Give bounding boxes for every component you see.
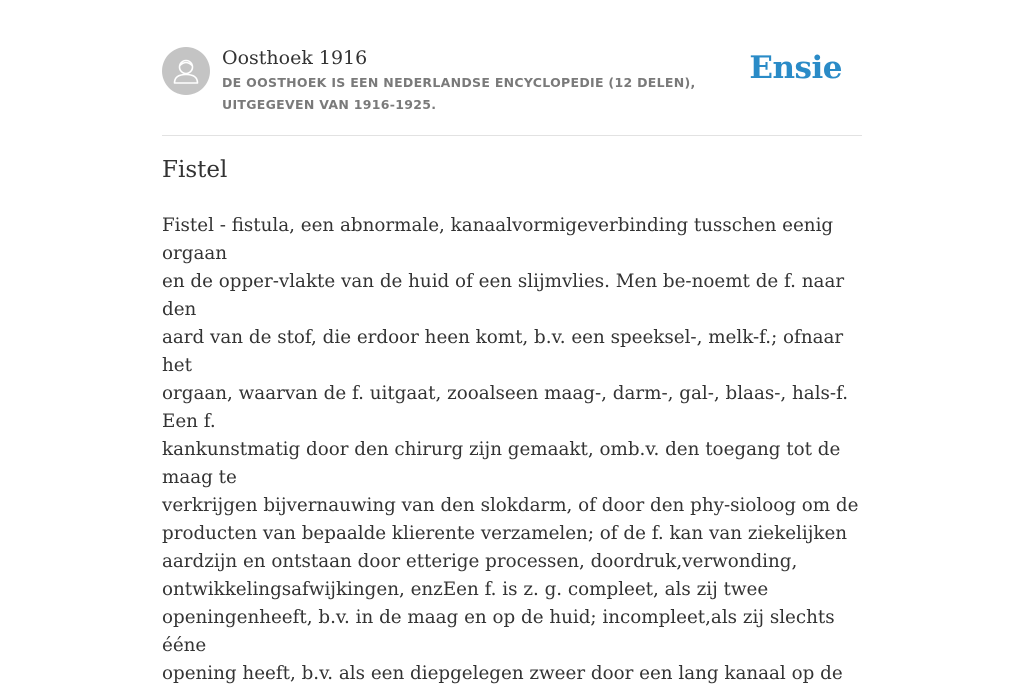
article-body-line: orgaan, waarvan de f. uitgaat, zooalseen maag-, darm-, gal-, blaas-, hals-f. Een f. [162,383,849,432]
article-body-line: opening heeft, b.v. als een diepgelegen zweer door een lang kanaal op de [162,663,843,684]
article-title: Fistel [162,157,228,183]
source-avatar [162,47,210,95]
source-header [162,46,862,136]
article-body-line: ontwikkelingsafwijkingen, enzEen f. is z. g. compleet, als zij twee [162,579,769,600]
user-icon [162,47,210,95]
article-body-line: openingenheeft, b.v. in de maag en op de huid; incompleet,als zij slechts ééne [162,607,835,656]
brand-logo[interactable]: Ensie [749,50,842,86]
article-body-line: producten van bepaalde klierente verzamelen; of de f. kan van ziekelijken [162,523,848,544]
source-description: DE OOSTHOEK IS EEN NEDERLANDSE ENCYCLOPEDIE (12 DELEN), UITGEGEVEN VAN 1916-1925. [222,75,696,112]
article-body-line: aard van de stof, die erdoor heen komt, b.v. een speeksel-, melk-f.; ofnaar het [162,327,844,376]
header-divider [162,135,862,136]
article-body-line: verkrijgen bijvernauwing van den slokdarm, of door den phy-sioloog om de [162,495,859,516]
article-body [162,212,866,688]
article-body-line: en de opper-vlakte van de huid of een slijmvlies. Men be-noemt de f. naar den [162,271,845,320]
article-body-line: kankunstmatig door den chirurg zijn gemaakt, omb.v. den toegang tot de maag te [162,439,841,488]
source-title[interactable]: Oosthoek 1916 [222,47,368,69]
article-body-line: aardzijn en ontstaan door etterige processen, doordruk,verwonding, [162,551,798,572]
article-body-line: Fistel - fistula, een abnormale, kanaalvormigeverbinding tusschen eenig orgaan [162,215,834,264]
